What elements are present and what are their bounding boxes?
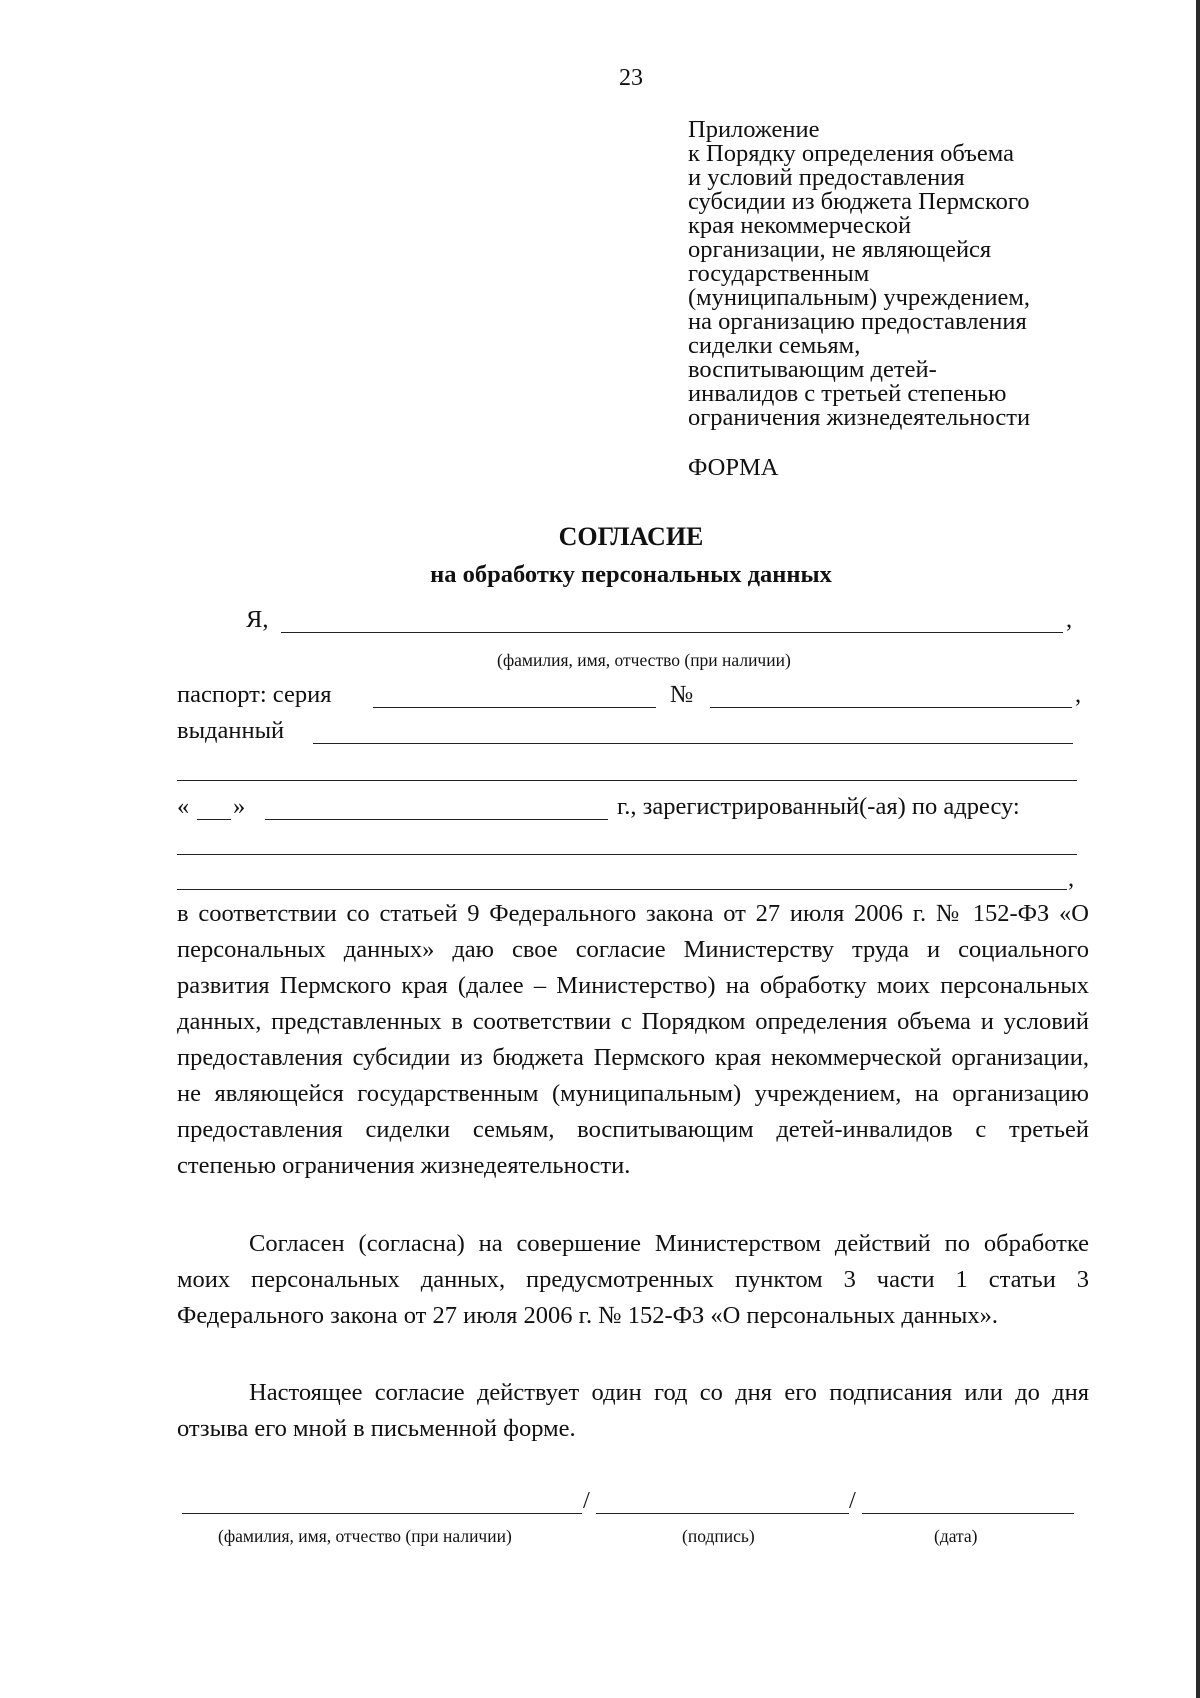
signature-separator: /: [849, 1487, 856, 1514]
appendix-line: сиделки семьям,: [688, 332, 861, 359]
address-field[interactable]: [177, 854, 1077, 855]
comma: ,: [1066, 606, 1073, 633]
signature-separator: /: [583, 1487, 590, 1514]
date-caption: (дата): [934, 1526, 978, 1546]
document-title: СОГЛАСИЕ: [558, 522, 704, 551]
consent-body: [177, 896, 1089, 1184]
ya-label: Я,: [246, 606, 269, 633]
appendix-line: организации, не являющейся: [688, 236, 992, 263]
scan-edge: [1196, 0, 1200, 1698]
appendix-line: Приложение: [688, 116, 820, 143]
appendix-header: [688, 118, 1108, 430]
consent-paragraph-2: Согласен (согласна) на совершение Министерством действий по обработке моих персональных данных, предусмотренных пунктом 3 части 1 статьи 3 Федерального закона от 27 июля 2006 г. № 152-ФЗ «О персональных данных».: [177, 1230, 1089, 1329]
issue-day-field[interactable]: [197, 819, 231, 820]
appendix-line: государственным: [688, 260, 870, 287]
document-subtitle: на обработку персональных данных: [430, 561, 832, 588]
full-name-field[interactable]: [281, 632, 1063, 633]
appendix-line: (муниципальным) учреждением,: [688, 284, 1031, 311]
passport-series-field[interactable]: [373, 707, 656, 708]
signature-caption: (подпись): [682, 1526, 755, 1546]
issued-by-field[interactable]: [313, 743, 1073, 744]
full-name-caption: (фамилия, имя, отчество (при наличии): [497, 650, 791, 670]
signature-name-field[interactable]: [182, 1513, 582, 1514]
issued-by-label: выданный: [177, 717, 285, 744]
issue-month-year-field[interactable]: [265, 819, 608, 820]
appendix-line: субсидии из бюджета Пермского: [688, 188, 1030, 215]
date-quote-open: «: [177, 793, 190, 820]
signature-field[interactable]: [596, 1513, 849, 1514]
appendix-line: к Порядку определения объема: [688, 140, 1014, 167]
page-number: 23: [619, 65, 643, 91]
appendix-line: ограничения жизнедеятельности: [688, 404, 1031, 431]
appendix-line: на организацию предоставления: [688, 308, 1027, 335]
appendix-line: края некоммерческой: [688, 212, 912, 239]
appendix-line: и условий предоставления: [688, 164, 965, 191]
consent-paragraph-1: в соответствии со статьей 9 Федерального закона от 27 июля 2006 г. № 152-ФЗ «О персональных данных» даю свое согласие Министерству труда и социального развития Пермского края (далее – Министерство) на обработку моих персональных данных, представленных в соответствии с Порядком определения объема и условий предоставления субсидии из бюджета Пермского края некоммерческой организации, не являющейся государственным (муниципальным) учреждением, на организацию предоставления сиделки семьям, воспитывающим детей-инвалидов с третьей степенью ограничения жизнедеятельности.: [177, 900, 1089, 1179]
form-label: ФОРМА: [688, 454, 779, 481]
comma: ,: [1075, 681, 1082, 708]
signature-date-field[interactable]: [862, 1513, 1074, 1514]
consent-paragraph-3: Настоящее согласие действует один год со дня его подписания или до дня отзыва его мной в письменной форме.: [177, 1379, 1089, 1442]
appendix-line: воспитывающим детей-: [688, 356, 937, 383]
passport-number-label: №: [670, 681, 694, 708]
signature-name-caption: (фамилия, имя, отчество (при наличии): [218, 1526, 512, 1546]
date-quote-close: »: [233, 793, 246, 820]
appendix-line: инвалидов с третьей степенью: [688, 380, 1007, 407]
issued-by-field-continued[interactable]: [177, 780, 1077, 781]
passport-number-field[interactable]: [710, 707, 1072, 708]
address-field-continued[interactable]: [177, 889, 1067, 890]
passport-series-label: паспорт: серия: [177, 681, 332, 708]
registered-address-label: г., зарегистрированный(-ая) по адресу:: [617, 793, 1020, 820]
comma: ,: [1068, 865, 1075, 892]
